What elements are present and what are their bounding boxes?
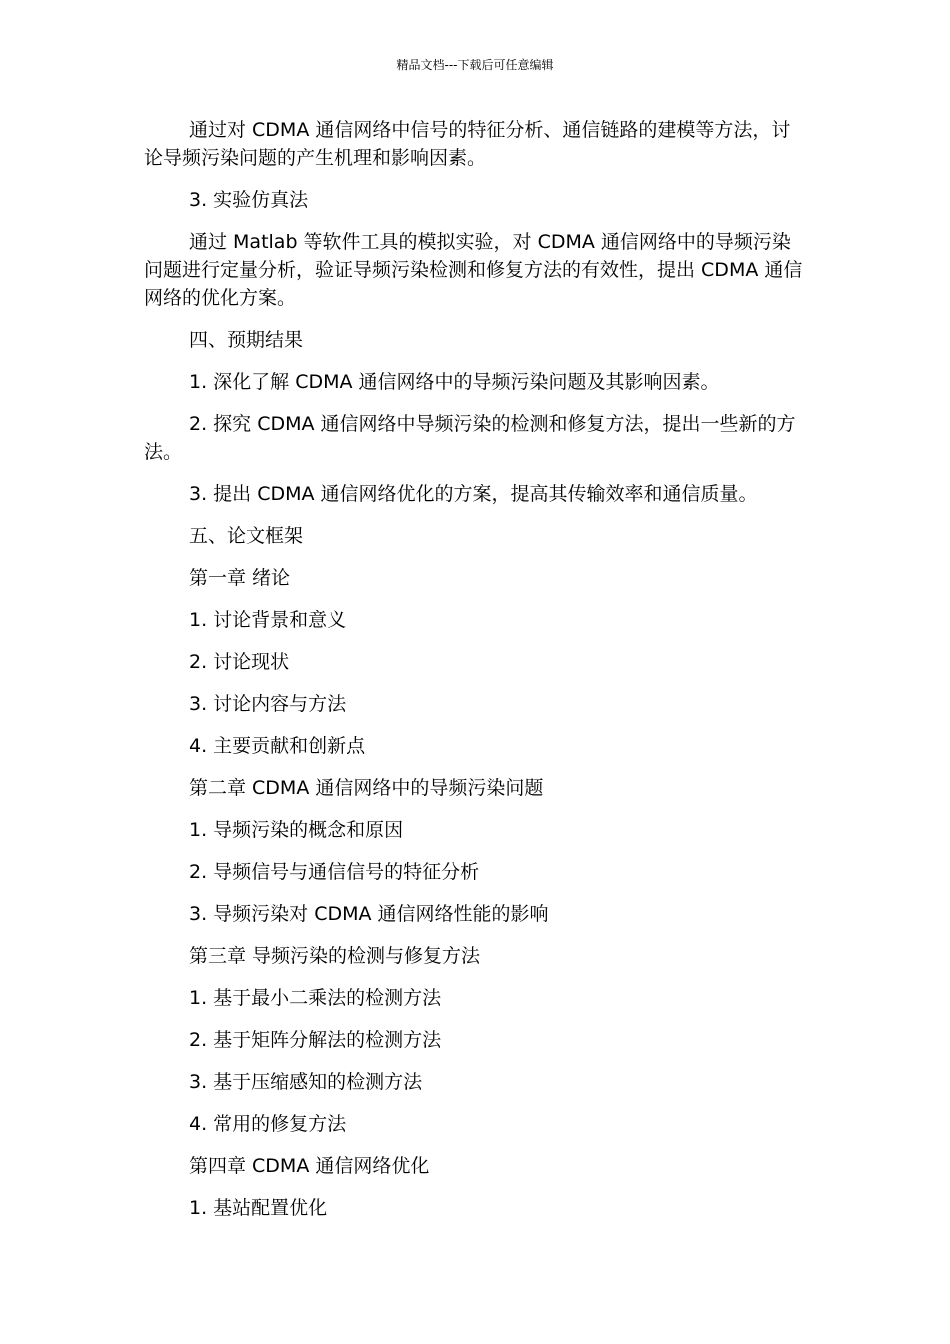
chapter-item: 3. 基于压缩感知的检测方法 <box>189 1071 423 1093</box>
expected-result-item: 3. 提出 CDMA 通信网络优化的方案，提高其传输效率和通信质量。 <box>189 483 758 505</box>
chapter-item: 2. 基于矩阵分解法的检测方法 <box>189 1029 442 1051</box>
document-body <box>144 116 808 1236</box>
chapter-item: 1. 讨论背景和意义 <box>189 609 347 631</box>
chapter-item: 1. 导频污染的概念和原因 <box>189 819 404 841</box>
chapter-item: 1. 基于最小二乘法的检测方法 <box>189 987 442 1009</box>
paragraph-simulation-method: 通过 Matlab 等软件工具的模拟实验，对 CDMA 通信网络中的导频污染问题进行定量分析，验证导频污染检测和修复方法的有效性，提出 CDMA 通信网络的优化方案。 <box>144 231 803 309</box>
chapter-heading: 第四章 CDMA 通信网络优化 <box>189 1155 430 1177</box>
expected-result-item: 2. 探究 CDMA 通信网络中导频污染的检测和修复方法，提出一些新的方法。 <box>144 413 796 463</box>
chapter-heading: 第三章 导频污染的检测与修复方法 <box>189 945 481 967</box>
chapter-item: 3. 讨论内容与方法 <box>189 693 347 715</box>
chapter-item: 3. 导频污染对 CDMA 通信网络性能的影响 <box>189 903 549 925</box>
chapter-item: 2. 讨论现状 <box>189 651 290 673</box>
heading-simulation-method: 3. 实验仿真法 <box>189 189 309 211</box>
chapter-item: 2. 导频信号与通信信号的特征分析 <box>189 861 480 883</box>
heading-expected-results: 四、预期结果 <box>189 329 304 351</box>
heading-thesis-framework: 五、论文框架 <box>189 525 304 547</box>
chapter-item: 4. 主要贡献和创新点 <box>189 735 366 757</box>
page-header: 精品文档---下载后可任意编辑 <box>396 58 554 72</box>
expected-result-item: 1. 深化了解 CDMA 通信网络中的导频污染问题及其影响因素。 <box>189 371 720 393</box>
chapter-item: 4. 常用的修复方法 <box>189 1113 347 1135</box>
chapter-heading: 第二章 CDMA 通信网络中的导频污染问题 <box>189 777 544 799</box>
paragraph-analysis-method: 通过对 CDMA 通信网络中信号的特征分析、通信链路的建模等方法，讨论导频污染问题的产生机理和影响因素。 <box>144 119 791 169</box>
chapter-heading: 第一章 绪论 <box>189 567 291 589</box>
chapter-item: 1. 基站配置优化 <box>189 1197 328 1219</box>
